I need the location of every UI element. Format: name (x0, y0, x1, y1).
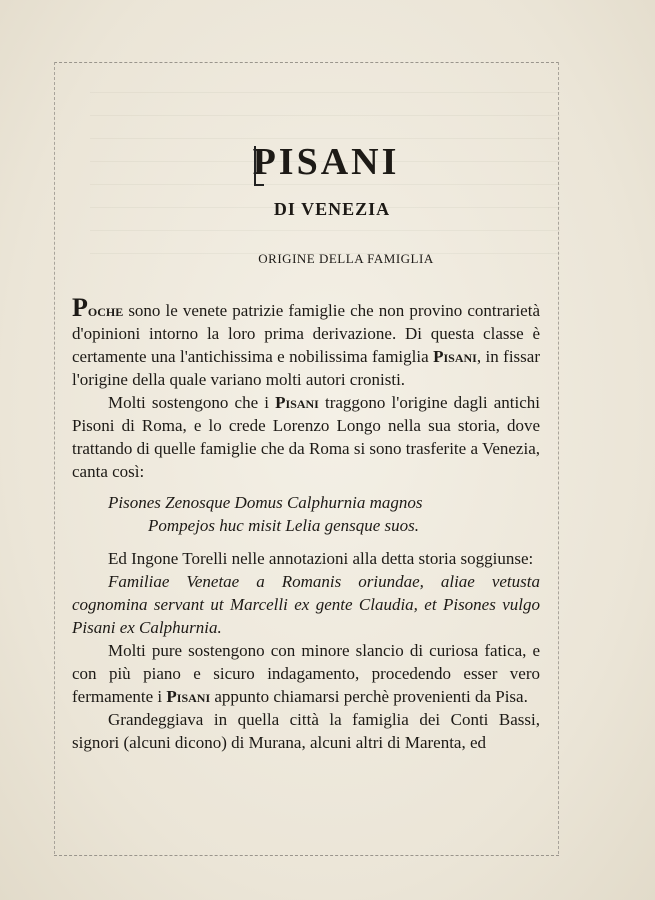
title-bracket-ornament (254, 146, 264, 186)
paragraph-2 (72, 391, 540, 483)
latin-quote: Familiae Venetae a Romanis oriundae, aliae vetusta cognomina servant ut Marcelli ex gente Claudia, et Pisones vulgo Pisani ex Calphurnia. (72, 572, 540, 637)
verse-line-2: Pompejos huc misit Lelia gensque suos. (148, 516, 420, 535)
paragraph-3: Ed Ingone Torelli nelle annotazioni alla detta storia soggiunse: (108, 549, 534, 568)
page-content (72, 140, 540, 754)
paragraph-1-text-a: sono le venete patrizie famiglie che non provino contrarietà d'opinioni intorno la loro prima derivazione. Di questa classe è certamente una l'antichissima e nobilissima famiglia (72, 301, 540, 366)
drop-cap: P (72, 293, 88, 322)
paragraph-2-text-b: traggono l'origine dagli antichi Pisoni di Roma, e lo crede Lorenzo Longo nella sua storia, dove trattando di quelle famiglie che da Roma si sono trasferite a Venezia, canta così: (72, 393, 540, 481)
family-name: Pisani (275, 393, 319, 412)
page-subtitle: DI VENEZIA (273, 199, 391, 219)
paragraph-4-text-b: appunto chiamarsi perchè provenienti da Pisa. (210, 687, 528, 706)
title-text: PISANI (252, 141, 400, 183)
section-heading: ORIGINE DELLA FAMIGLIA (258, 251, 434, 266)
family-name: Pisani (166, 687, 211, 706)
paragraph-2-text-a: Molti sostengono che i (108, 393, 276, 412)
paragraph-4 (72, 639, 540, 708)
family-name: Pisani (433, 347, 477, 366)
paragraph-5: Grandeggiava in quella città la famiglia dei Conti Bassi, signori (alcuni dicono) di Murana, alcuni altri di Marenta, ed (72, 710, 540, 752)
paragraph-1 (72, 293, 540, 391)
page-title (112, 140, 540, 184)
left-rule (54, 62, 56, 854)
latin-verse (72, 491, 540, 537)
paragraph-1-text-b: , in fissar l'origine della quale variano molti autori cronisti. (72, 347, 540, 389)
first-word-rest: oche (87, 301, 124, 320)
right-rule (558, 62, 560, 854)
paragraph-4-text-a: Molti pure sostengono con minore slancio di curiosa fatica, e con più piano e sicuro indagamento, procedendo esser vero fermamente i (72, 641, 540, 706)
verse-line-1: Pisones Zenosque Domus Calphurnia magnos (108, 493, 423, 512)
